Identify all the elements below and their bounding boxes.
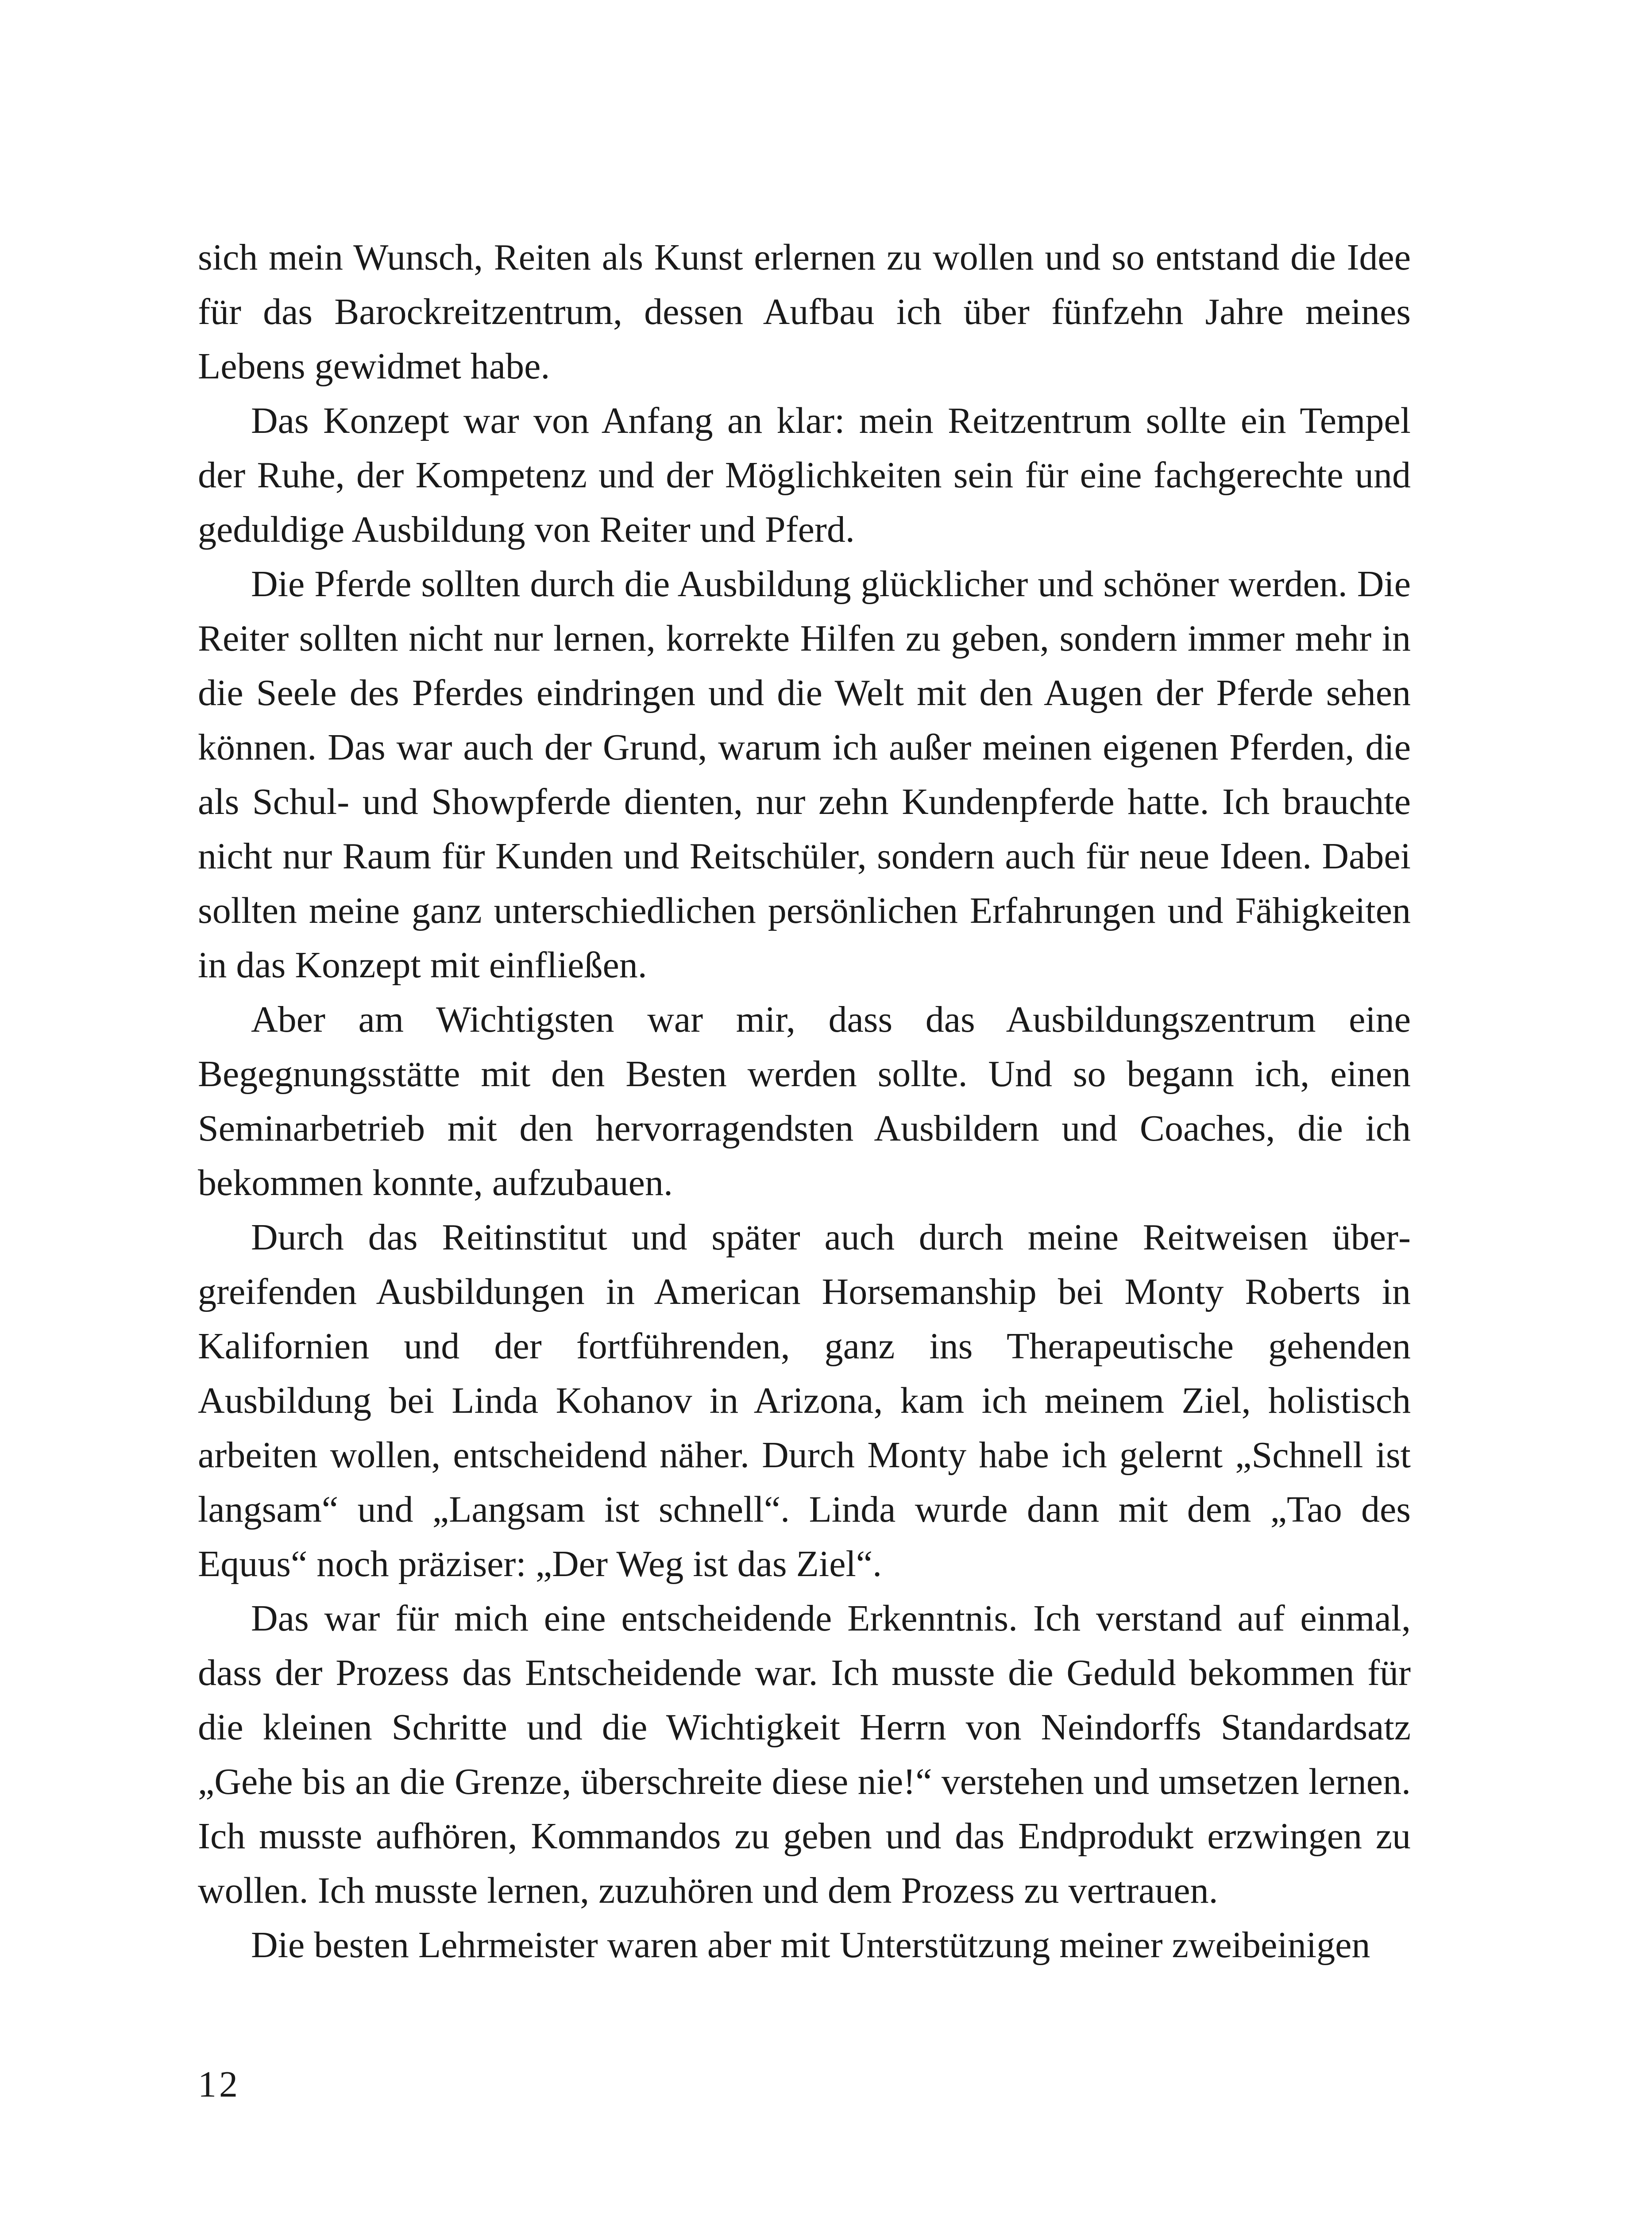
paragraph-6: Das war für mich eine entscheidende Erkenntnis. Ich verstand auf einmal, dass der Prozess das Entscheidende war. Ich musste die Geduld bekommen für die kleinen Schritte und die Wichtigkeit Herrn von Neindorffs Standardsatz „Gehe bis an die Grenze, überschreite diese nie!“ verstehen und umsetzen lernen. Ich musste aufhören, Kommandos zu geben und das Endprodukt erzwingen zu wollen. Ich musste lernen, zuzuhören und dem Prozess zu vertrauen. (198, 1598, 1411, 1911)
paragraph-3: Die Pferde sollten durch die Ausbildung glücklicher und schöner werden. Die Reiter sollten nicht nur lernen, korrekte Hilfen zu geben, sondern immer mehr in die Seele des Pferdes eindringen und die Welt mit den Augen der Pferde sehen können. Das war auch der Grund, warum ich außer meinen eigenen Pferden, die als Schul- und Showpferde dienten, nur zehn Kundenpferde hatte. Ich brauchte nicht nur Raum für Kunden und Reitschüler, sondern auch für neue Ideen. Dabei sollten meine ganz unterschiedlichen persönlichen Erfahrungen und Fähigkeiten in das Konzept mit einfließen. (198, 563, 1411, 986)
paragraph-4: Aber am Wichtigsten war mir, dass das Ausbildungszentrum eine Begegnungsstätte mit den Besten werden sollte. Und so begann ich, einen Seminarbetrieb mit den hervorragendsten Ausbildern und Coaches, die ich bekommen konnte, aufzubauen. (198, 999, 1411, 1203)
page-number: 12 (198, 2064, 240, 2105)
body-text (198, 230, 1411, 1972)
paragraph-7: Die besten Lehrmeister waren aber mit Unterstützung meiner zweibeinigen (251, 1924, 1370, 1966)
paragraph-5: Durch das Reitinstitut und später auch durch meine Reitweisen übergreifenden Ausbildungen in American Horsemanship bei Monty Roberts in Kalifornien und der fortführenden, ganz ins Therapeutische gehenden Ausbildung bei Linda Kohanov in Arizona, kam ich meinem Ziel, holistisch arbeiten wollen, entscheidend näher. Durch Monty habe ich gelernt „Schnell ist langsam“ und „Langsam ist schnell“. Linda wurde dann mit dem „Tao des Equus“ noch präziser: „Der Weg ist das Ziel“. (198, 1217, 1411, 1585)
paragraph-1: sich mein Wunsch, Reiten als Kunst erlernen zu wollen und so entstand die Idee für das Barockreitzentrum, dessen Aufbau ich über fünfzehn Jahre meines Lebens gewidmet habe. (198, 237, 1411, 387)
paragraph-2: Das Konzept war von Anfang an klar: mein Reitzentrum sollte ein Tempel der Ruhe, der Kompetenz und der Möglichkeiten sein für eine fachgerechte und geduldige Ausbildung von Reiter und Pferd. (198, 400, 1411, 550)
